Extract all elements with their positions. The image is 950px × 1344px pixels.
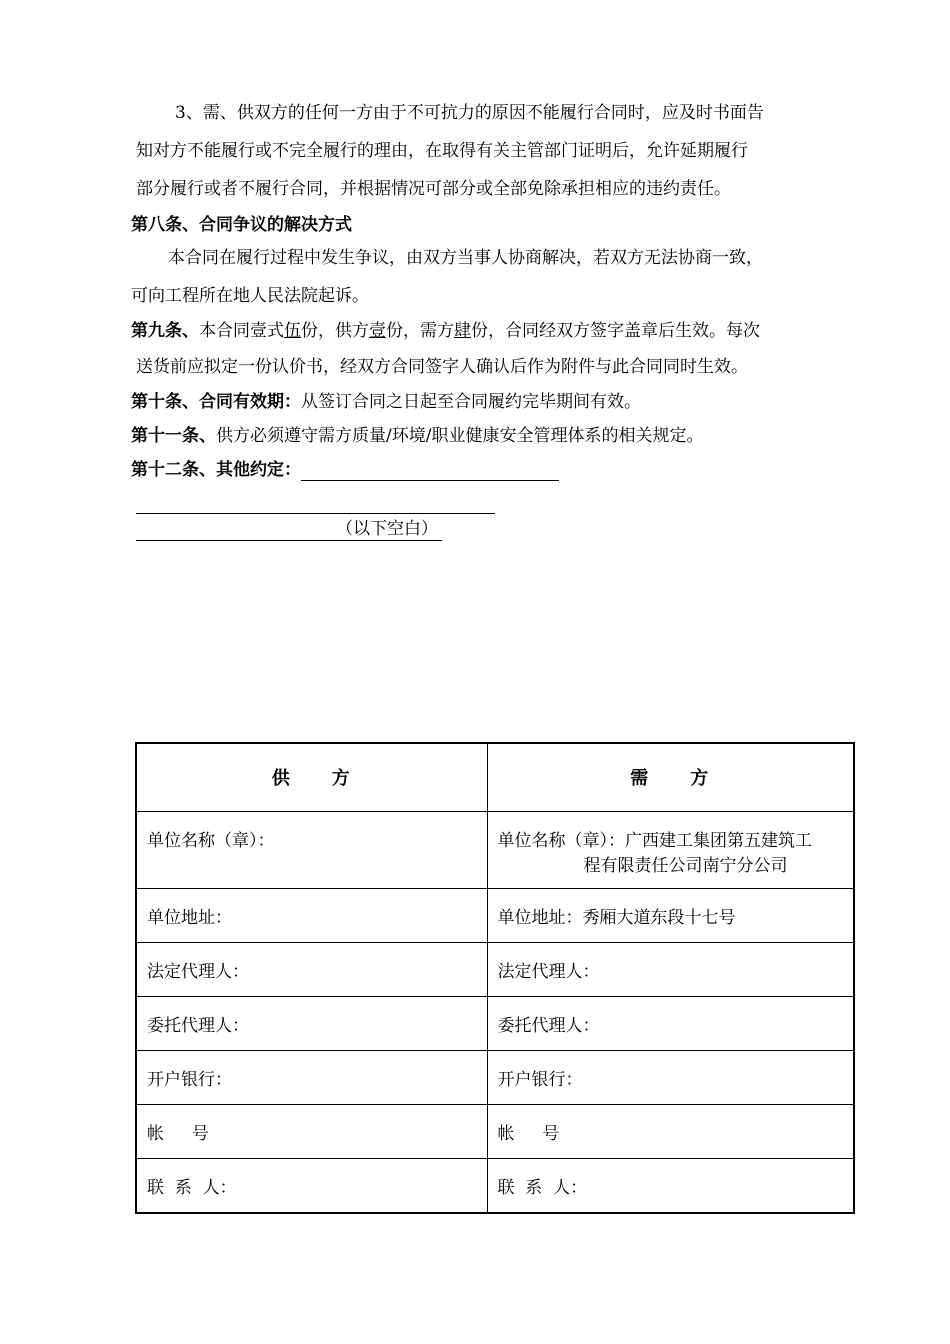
table-header-row [136, 743, 854, 811]
buyer-company-name [487, 811, 854, 888]
clause12-heading: 第十二条、其他约定： [131, 460, 301, 480]
supplier-header: 供 方 [136, 743, 487, 811]
clause11-heading: 第十一条、 [131, 426, 216, 446]
clause9-line2: 送货前应拟定一份认价书，经双方合同签字人确认后作为附件与此合同同时生效。 [136, 357, 748, 377]
copies-total: 伍 [284, 321, 301, 341]
supplier-company-name: 单位名称（章）： [136, 811, 487, 888]
clause8-line1: 本合同在履行过程中发生争议，由双方当事人协商解决，若双方无法协商一致， [168, 248, 763, 268]
clause8-line2: 可向工程所在地人民法院起诉。 [131, 286, 369, 306]
table-row [136, 1158, 854, 1213]
blank-note: （以下空白） [336, 519, 438, 539]
clause9-line1 [131, 320, 760, 342]
buyer-legal-rep: 法定代理人： [487, 942, 854, 996]
table-row [136, 996, 854, 1050]
buyer-header: 需 方 [487, 743, 854, 811]
blank-note-line [136, 518, 442, 541]
supplier-legal-rep: 法定代理人： [136, 942, 487, 996]
clause9-heading: 第九条、 [131, 321, 199, 341]
copies-supplier: 壹 [369, 321, 386, 341]
clause10-text: 从签订合同之日起至合同履约完毕期间有效。 [301, 392, 641, 412]
clause10 [131, 391, 641, 413]
clause7-item3-line2: 知对方不能履行或不完全履行的理由，在取得有关主管部门证明后，允许延期履行 [136, 141, 748, 161]
clause10-heading: 第十条、合同有效期： [131, 392, 301, 412]
clause7-item3-line1: 3、需、供双方的任何一方由于不可抗力的原因不能履行合同时，应及时书面告 [175, 103, 764, 123]
clause11 [131, 425, 703, 447]
other-terms-blank [301, 460, 559, 481]
supplier-address: 单位地址： [136, 888, 487, 942]
table-row [136, 942, 854, 996]
buyer-authorized-agent: 委托代理人： [487, 996, 854, 1050]
other-terms-blank-line2 [136, 513, 495, 514]
clause8-heading: 第八条、合同争议的解决方式 [131, 215, 352, 235]
supplier-account: 帐 号 [136, 1104, 487, 1158]
table-row [136, 888, 854, 942]
buyer-contact: 联 系 人： [487, 1158, 854, 1213]
clause12 [131, 459, 559, 481]
buyer-company-value-2: 程有限责任公司南宁分公司 [583, 855, 788, 876]
table-row [136, 1104, 854, 1158]
buyer-address: 单位地址：秀厢大道东段十七号 [487, 888, 854, 942]
buyer-company-label: 单位名称（章）： [497, 830, 625, 851]
buyer-account: 帐 号 [487, 1104, 854, 1158]
table-row [136, 811, 854, 888]
copies-buyer: 肆 [454, 321, 471, 341]
clause9-text-d: 份，合同经双方签字盖章后生效。每次 [471, 321, 760, 341]
buyer-company-value-1: 广西建工集团第五建筑工 [625, 830, 812, 851]
table-row [136, 1050, 854, 1104]
signature-table [135, 742, 855, 1214]
clause11-text: 供方必须遵守需方质量/环境/职业健康安全管理体系的相关规定。 [216, 426, 704, 446]
supplier-authorized-agent: 委托代理人： [136, 996, 487, 1050]
clause7-item3-line3: 部分履行或者不履行合同，并根据情况可部分或全部免除承担相应的违约责任。 [136, 179, 731, 199]
clause9-text-b: 份，供方 [301, 321, 369, 341]
clause9-text-a: 本合同壹式 [199, 321, 284, 341]
supplier-contact: 联 系 人： [136, 1158, 487, 1213]
clause9-text-c: 份，需方 [386, 321, 454, 341]
supplier-bank: 开户银行： [136, 1050, 487, 1104]
buyer-bank: 开户银行： [487, 1050, 854, 1104]
